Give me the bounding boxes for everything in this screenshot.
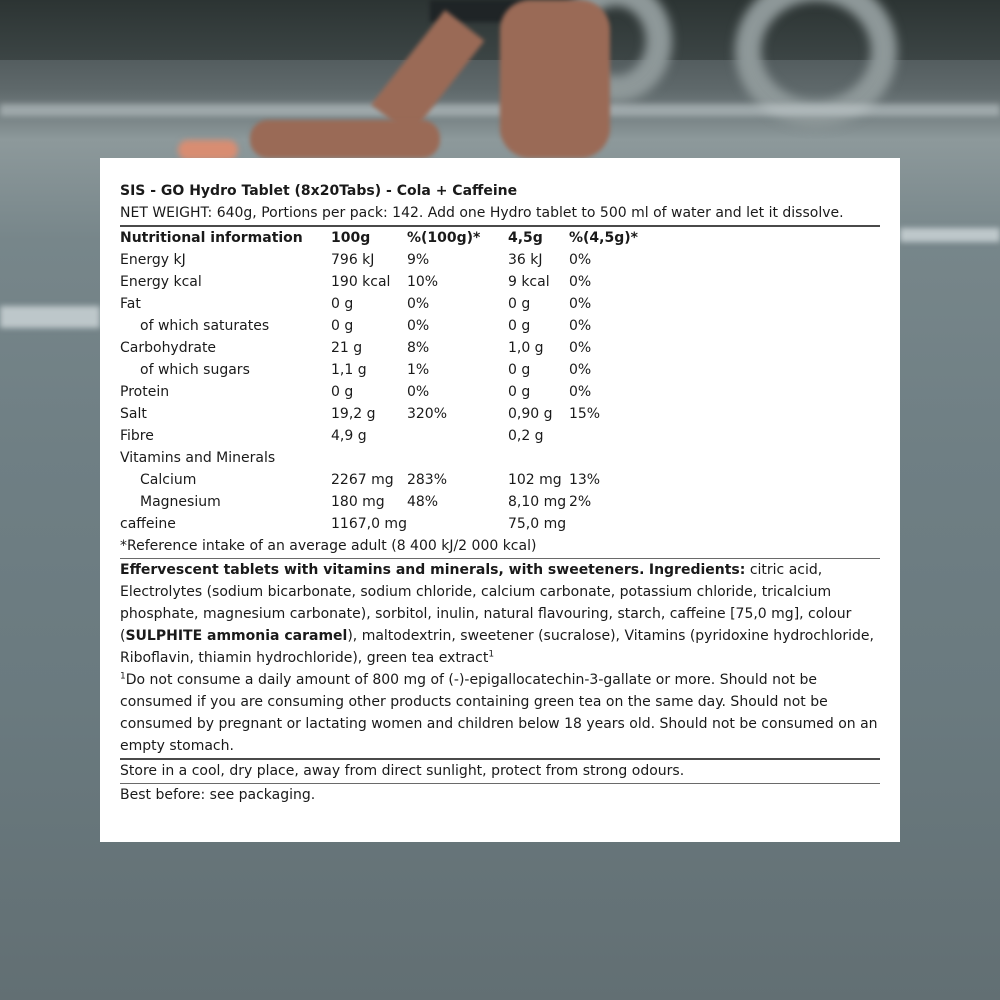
percent-100g: 10%: [406, 274, 439, 290]
nutrient-name: Protein: [120, 384, 170, 400]
percent-100g: 8%: [406, 340, 430, 356]
ingredients-label: Ingredients:: [648, 562, 746, 578]
value-4-5g: 75,0 mg: [507, 516, 567, 532]
percent-4-5g: 2%: [568, 494, 592, 510]
value-100g: 190 kcal: [331, 274, 391, 290]
nutrient-name: Vitamins and Minerals: [120, 450, 276, 466]
nutrition-row: [120, 315, 689, 337]
value-4-5g: 0 g: [507, 362, 531, 378]
value-4-5g: 0 g: [507, 384, 531, 400]
percent-4-5g: 15%: [568, 406, 601, 422]
nutrition-header-row: [120, 227, 689, 249]
nutrient-name: Fibre: [120, 428, 154, 444]
value-4-5g: 36 kJ: [507, 252, 543, 268]
value-4-5g: 0 g: [507, 318, 531, 334]
percent-100g: 0%: [406, 384, 430, 400]
value-100g: 2267 mg: [331, 472, 394, 488]
value-100g: 1167,0 mg: [331, 516, 407, 532]
percent-100g: 283%: [406, 472, 447, 488]
header-100g: 100g: [331, 230, 371, 246]
percent-4-5g: 0%: [568, 252, 592, 268]
percent-4-5g: [569, 513, 689, 535]
nutrition-row: [120, 469, 689, 491]
nutrition-row: [120, 403, 689, 425]
nutrient-name: caffeine: [120, 516, 176, 532]
best-before: Best before: see packaging.: [120, 787, 316, 803]
nutrient-name: Carbohydrate: [120, 340, 217, 356]
reference-intake-note: *Reference intake of an average adult (8 400 kJ/2 000 kcal): [120, 538, 537, 554]
percent-4-5g: 13%: [568, 472, 601, 488]
value-100g: 0 g: [331, 318, 354, 334]
percent-100g: [407, 425, 508, 447]
nutrition-row: [120, 381, 689, 403]
road-marking: [900, 228, 1000, 242]
value-100g: 21 g: [331, 340, 363, 356]
ingredients-text: citric acid, Electrolytes (sodium bicarbonate, sodium chloride, calcium carbonate, potassium chloride, tricalcium phosphate, magnesium carbonate), sorbitol, inulin, natural flavouring, starch, caffeine [75,0 mg], colour (: [120, 562, 852, 644]
nutrition-table: [120, 227, 689, 535]
value-4-5g: 102 mg: [507, 472, 562, 488]
percent-100g: [407, 447, 508, 469]
product-description: Effervescent tablets with vitamins and minerals, with sweeteners.: [120, 562, 645, 578]
percent-4-5g: 0%: [568, 318, 592, 334]
percent-100g: 0%: [406, 296, 430, 312]
label-panel: [100, 158, 900, 842]
percent-100g: 0%: [406, 318, 430, 334]
nutrition-row: [120, 513, 689, 535]
ingredients-text-continued: ), maltodextrin, sweetener (sucralose), Vitamins (pyridoxine hydrochloride, Riboflavin, thiamin hydrochloride), green tea extract: [120, 628, 874, 666]
percent-4-5g: 0%: [568, 384, 592, 400]
footnote-marker: 1: [120, 671, 126, 682]
value-100g: 1,1 g: [331, 362, 367, 378]
percent-4-5g: 0%: [568, 362, 592, 378]
warning-text: Do not consume a daily amount of 800 mg of (-)-epigallocatechin-3-gallate or more. Should not be consumed if you are consuming other products containing green tea on the same day. Should not be consumed by pregnant or lactating women and children below 18 years old. Should not be consumed on an empty stomach.: [120, 672, 878, 754]
nutrient-name: of which sugars: [140, 362, 250, 378]
net-weight-line: NET WEIGHT: 640g, Portions per pack: 142. Add one Hydro tablet to 500 ml of water and let it dissolve.: [120, 205, 844, 221]
value-100g: 19,2 g: [331, 406, 376, 422]
nutrient-name: Salt: [120, 406, 147, 422]
percent-100g: 320%: [406, 406, 447, 422]
value-4-5g: [508, 447, 569, 469]
nutrition-row: [120, 359, 689, 381]
value-4-5g: 0 g: [507, 296, 531, 312]
value-100g: 796 kJ: [331, 252, 375, 268]
road-marking: [0, 306, 100, 328]
header-percent-4-5g: %(4,5g)*: [568, 230, 638, 246]
nutrition-row: [120, 337, 689, 359]
nutrition-row: [120, 425, 689, 447]
green-tea-warning: [120, 669, 880, 757]
value-4-5g: 0,90 g: [507, 406, 553, 422]
percent-100g: 9%: [406, 252, 430, 268]
product-title: SIS - GO Hydro Tablet (8x20Tabs) - Cola + Caffeine: [120, 183, 518, 199]
value-4-5g: 9 kcal: [507, 274, 550, 290]
ingredients-block: [120, 559, 880, 669]
runner-calf: [250, 120, 440, 158]
value-4-5g: 1,0 g: [507, 340, 544, 356]
percent-4-5g: 0%: [568, 296, 592, 312]
percent-100g: 1%: [406, 362, 430, 378]
percent-4-5g: 0%: [568, 340, 592, 356]
percent-4-5g: [569, 425, 689, 447]
percent-4-5g: [569, 447, 689, 469]
nutrient-name: Magnesium: [140, 494, 221, 510]
value-100g: 4,9 g: [331, 428, 367, 444]
nutrient-name: Energy kJ: [120, 252, 186, 268]
nutrition-row: [120, 249, 689, 271]
nutrient-name: Fat: [120, 296, 141, 312]
nutrient-name: of which saturates: [140, 318, 270, 334]
value-100g: [331, 447, 407, 469]
footnote-marker: 1: [488, 649, 495, 660]
nutrient-name: Calcium: [140, 472, 197, 488]
nutrition-row: [120, 271, 689, 293]
value-100g: 0 g: [331, 384, 354, 400]
nutrition-rows: [120, 249, 689, 535]
nutrition-row: [120, 447, 689, 469]
percent-4-5g: 0%: [568, 274, 592, 290]
header-nutritional-information: Nutritional information: [120, 230, 303, 246]
percent-100g: 48%: [406, 494, 439, 510]
value-100g: 0 g: [331, 296, 354, 312]
storage-instructions: Store in a cool, dry place, away from direct sunlight, protect from strong odours.: [120, 763, 685, 779]
nutrient-name: Energy kcal: [120, 274, 202, 290]
value-4-5g: 8,10 mg: [507, 494, 567, 510]
runner-shoe: [178, 140, 238, 160]
percent-100g: [407, 513, 508, 535]
runner-leg: [500, 0, 610, 158]
nutrition-row: [120, 491, 689, 513]
allergen-highlight: SULPHITE ammonia caramel: [125, 628, 348, 644]
value-100g: 180 mg: [331, 494, 385, 510]
header-4-5g: 4,5g: [507, 230, 543, 246]
header-percent-100g: %(100g)*: [406, 230, 481, 246]
nutrition-row: [120, 293, 689, 315]
value-4-5g: 0,2 g: [507, 428, 544, 444]
